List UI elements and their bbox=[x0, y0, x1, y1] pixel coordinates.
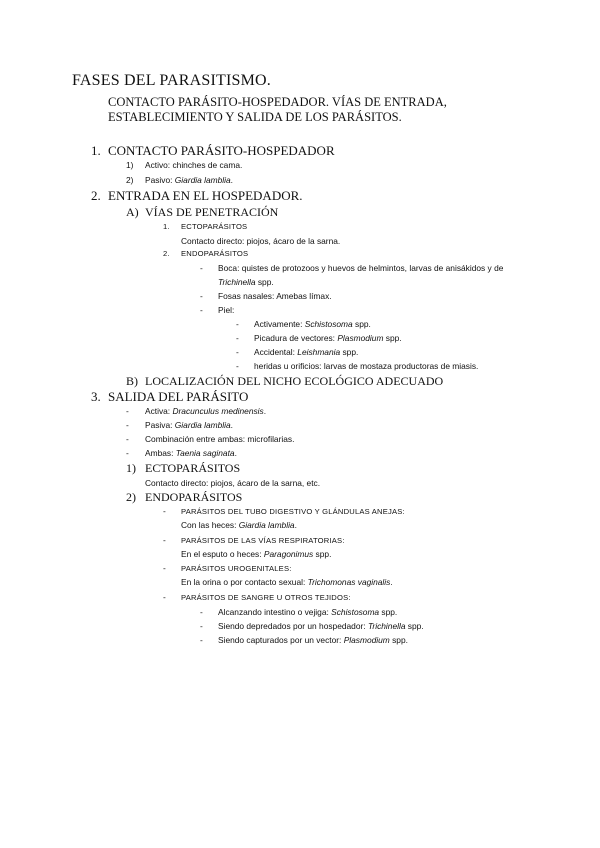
boca-line-2: Trichinella spp. bbox=[218, 277, 274, 287]
list-item-number: 1) bbox=[126, 160, 134, 170]
blood-subitem: Siendo capturados por un vector: Plasmodium spp. bbox=[218, 635, 408, 645]
exit-endo-number: 2) bbox=[126, 490, 136, 504]
bullet: - bbox=[163, 563, 166, 573]
subsection-b-number: B) bbox=[126, 374, 138, 388]
section-1-heading: CONTACTO PARÁSITO-HOSPEDADOR bbox=[108, 143, 335, 158]
section-2-heading: ENTRADA EN EL HOSPEDADOR. bbox=[108, 188, 303, 203]
bullet: - bbox=[236, 319, 239, 329]
group-heading: PARÁSITOS DE LAS VÍAS RESPIRATORIAS: bbox=[181, 536, 345, 545]
boca-line-1: Boca: quistes de protozoos y huevos de helmintos, larvas de anisákidos y de bbox=[218, 263, 504, 273]
section-3-heading: SALIDA DEL PARÁSITO bbox=[108, 389, 249, 404]
subsection-a-number: A) bbox=[126, 205, 139, 219]
bullet: - bbox=[200, 291, 203, 301]
subsection-a-heading: VÍAS DE PENETRACIÓN bbox=[145, 205, 279, 219]
exit-ecto-heading: ECTOPARÁSITOS bbox=[145, 461, 241, 475]
blood-subitem: Alcanzando intestino o vejiga: Schistosoma spp. bbox=[218, 607, 398, 617]
piel-subitem: Activamente: Schistosoma spp. bbox=[254, 319, 371, 329]
exit-ecto-number: 1) bbox=[126, 461, 136, 475]
bullet: - bbox=[200, 263, 203, 273]
list-item: Pasivo: Giardia lamblia. bbox=[145, 175, 233, 185]
bullet: - bbox=[126, 434, 129, 444]
blood-subitem: Siendo depredados por un hospedador: Trichinella spp. bbox=[218, 621, 424, 631]
section-3-number: 3. bbox=[91, 389, 101, 404]
subsection-b-heading: LOCALIZACIÓN DEL NICHO ECOLÓGICO ADECUADO bbox=[145, 374, 444, 388]
piel-subitem: Accidental: Leishmania spp. bbox=[254, 347, 359, 357]
group-heading: PARÁSITOS DEL TUBO DIGESTIVO Y GLÁNDULAS ANEJAS: bbox=[181, 507, 405, 516]
bullet: - bbox=[163, 535, 166, 545]
piel-subitem: heridas u orificios: larvas de mostaza productoras de miasis. bbox=[254, 361, 479, 371]
group-text: En la orina o por contacto sexual: Trichomonas vaginalis. bbox=[181, 577, 393, 587]
subtitle-line-1: CONTACTO PARÁSITO-HOSPEDADOR. VÍAS DE ENTRADA, bbox=[108, 95, 447, 109]
list-item-number: 2) bbox=[126, 175, 134, 185]
group-heading: PARÁSITOS DE SANGRE U OTROS TEJIDOS: bbox=[181, 593, 351, 602]
bullet: - bbox=[126, 448, 129, 458]
ecto-heading: ECTOPARÁSITOS bbox=[181, 222, 248, 231]
exit-endo-heading: ENDOPARÁSITOS bbox=[145, 490, 243, 504]
exit-item: Activa: Dracunculus medinensis. bbox=[145, 406, 267, 416]
bullet: - bbox=[163, 592, 166, 602]
list-item: Activo: chinches de cama. bbox=[145, 160, 243, 170]
bullet: - bbox=[126, 406, 129, 416]
ecto-number: 1. bbox=[163, 222, 170, 231]
endo-number: 2. bbox=[163, 249, 170, 258]
endo-heading: ENDOPARÁSITOS bbox=[181, 249, 249, 258]
piel-subitem: Picadura de vectores: Plasmodium spp. bbox=[254, 333, 402, 343]
bullet: - bbox=[200, 305, 203, 315]
bullet: - bbox=[200, 621, 203, 631]
bullet: - bbox=[236, 361, 239, 371]
exit-item: Ambas: Taenia saginata. bbox=[145, 448, 237, 458]
group-text: Con las heces: Giardia lamblia. bbox=[181, 520, 297, 530]
bullet: - bbox=[163, 506, 166, 516]
bullet: - bbox=[126, 420, 129, 430]
exit-item: Combinación entre ambas: microfilarias. bbox=[145, 434, 295, 444]
group-text: En el esputo o heces: Paragonimus spp. bbox=[181, 549, 332, 559]
bullet: - bbox=[236, 333, 239, 343]
section-1-number: 1. bbox=[91, 143, 101, 158]
bullet: - bbox=[236, 347, 239, 357]
group-heading: PARÁSITOS UROGENITALES: bbox=[181, 564, 292, 573]
ecto-text: Contacto directo: piojos, ácaro de la sarna. bbox=[181, 236, 341, 246]
page-title: FASES DEL PARASITISMO. bbox=[72, 72, 271, 89]
subtitle-line-2: ESTABLECIMIENTO Y SALIDA DE LOS PARÁSITOS. bbox=[108, 110, 402, 124]
fosas-item: Fosas nasales: Amebas límax. bbox=[218, 291, 332, 301]
piel-item: Piel: bbox=[218, 305, 235, 315]
bullet: - bbox=[200, 635, 203, 645]
exit-ecto-text: Contacto directo: piojos, ácaro de la sarna, etc. bbox=[145, 478, 321, 488]
bullet: - bbox=[200, 607, 203, 617]
section-2-number: 2. bbox=[91, 188, 101, 203]
exit-item: Pasiva: Giardia lamblia. bbox=[145, 420, 233, 430]
